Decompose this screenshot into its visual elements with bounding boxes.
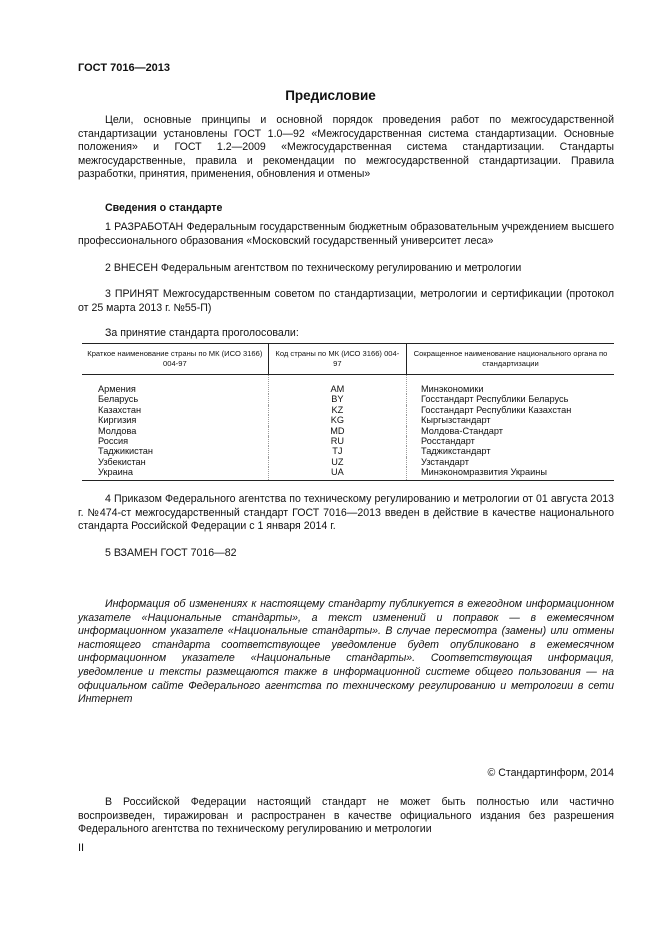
country-code: KZ	[268, 405, 406, 415]
country-code: BY	[268, 394, 406, 404]
table-row	[82, 375, 614, 395]
standards-body: Таджикстандарт	[407, 446, 615, 456]
table-row	[82, 394, 614, 404]
standards-body: Узстандарт	[407, 457, 615, 467]
country-name: Казахстан	[98, 404, 142, 415]
table-row	[82, 405, 614, 415]
country-name: Украина	[82, 467, 268, 480]
column-header-country: Краткое наименование страны по МК (ИСО 3166) 004-97	[82, 344, 268, 375]
intro-paragraph: Цели, основные принципы и основной порядок проведения работ по межгосударственной стандартизации установлены ГОСТ 1.0—92 «Межгосударственная система стандартизации. Основные положения» и ГОСТ 1.2—2009 «Межгосударственная система стандартизации. Стандарты межгосударственные, правила и рекомендации по межгосударственной стандартизации. Правила разработки, принятия, применения, обновления и отмены»	[78, 114, 614, 181]
country-code: MD	[268, 426, 406, 436]
country-name: Киргизия	[98, 415, 137, 426]
item-introduced: 2 ВНЕСЕН Федеральным агентством по техническому регулированию и метрологии	[105, 262, 522, 274]
table-header-row	[82, 344, 614, 375]
standards-body: Минэкономразвития Украины	[407, 467, 615, 480]
country-code: AM	[268, 375, 406, 395]
column-header-code: Код страны по МК (ИСО 3166) 004-97	[268, 344, 406, 375]
page-title: Предисловие	[285, 88, 376, 103]
section-title: Сведения о стандарте	[105, 202, 223, 214]
reproduction-restriction: В Российской Федерации настоящий стандарт не может быть полностью или частично воспроизведен, тиражирован и распространен в качестве официального издания без разрешения Федерального агентства по техническому регулированию и метрологии	[78, 796, 614, 836]
country-name: Молдова	[98, 425, 137, 436]
country-code: TJ	[268, 446, 406, 456]
standards-body: Госстандарт Республики Беларусь	[407, 394, 615, 404]
item-enacted: 4 Приказом Федерального агентства по техническому регулированию и метрологии от 01 августа 2013 г. №474-ст межгосударственный стандарт ГОСТ 7016—2013 введен в действие в качестве национального стандарта Российской Федерации с 1 января 2014 г.	[78, 493, 614, 533]
country-name: Армения	[98, 384, 136, 394]
table-row	[82, 436, 614, 446]
country-code: KG	[268, 415, 406, 425]
table-row	[82, 426, 614, 436]
standards-body: Росстандарт	[407, 436, 615, 446]
table-row	[82, 446, 614, 456]
country-code: RU	[268, 436, 406, 446]
table-row	[82, 467, 614, 480]
standards-body: Минэкономики	[407, 375, 615, 395]
country-name: Узбекистан	[98, 456, 146, 467]
item-adopted: 3 ПРИНЯТ Межгосударственным советом по стандартизации, метрологии и сертификации (протокол от 25 марта 2013 г. №55-П)	[78, 288, 614, 314]
copyright: © Стандартинформ, 2014	[487, 767, 614, 779]
country-code: UA	[268, 467, 406, 480]
standards-body: Молдова-Стандарт	[407, 426, 615, 436]
country-name: Беларусь	[98, 394, 139, 405]
standards-body: Кыргызстандарт	[407, 415, 615, 425]
item-replaces: 5 ВЗАМЕН ГОСТ 7016—82	[105, 547, 237, 559]
voted-label: За принятие стандарта проголосовали:	[105, 327, 299, 339]
column-header-body: Сокращенное наименование национального органа по стандартизации	[407, 344, 615, 375]
table-row	[82, 415, 614, 425]
country-name: Россия	[98, 436, 129, 447]
table-row	[82, 457, 614, 467]
country-code: UZ	[268, 457, 406, 467]
standard-number: ГОСТ 7016—2013	[78, 62, 171, 74]
page-number: II	[78, 842, 85, 854]
item-developed: 1 РАЗРАБОТАН Федеральным государственным бюджетным образовательным учреждением высшего профессионального образования «Московский государственный университет леса»	[78, 221, 614, 247]
member-countries-table	[82, 343, 614, 481]
country-name: Таджикистан	[98, 446, 153, 457]
info-notice: Информация об изменениях к настоящему стандарту публикуется в ежегодном информационном указателе «Национальные стандарты», а текст изменений и поправок — в ежемесячном информационном указателе «Национальные стандарты». В случае пересмотра (замены) или отмены настоящего стандарта соответствующее уведомление будет опубликовано в ежемесячном информационном указателе «Национальные стандарты». Соответствующая информация, уведомление и тексты размещаются также в информационной системе общего пользования — на официальном сайте Федерального агентства по техническому регулированию и метрологии в сети Интернет	[78, 598, 614, 706]
standards-body: Госстандарт Республики Казахстан	[407, 405, 615, 415]
